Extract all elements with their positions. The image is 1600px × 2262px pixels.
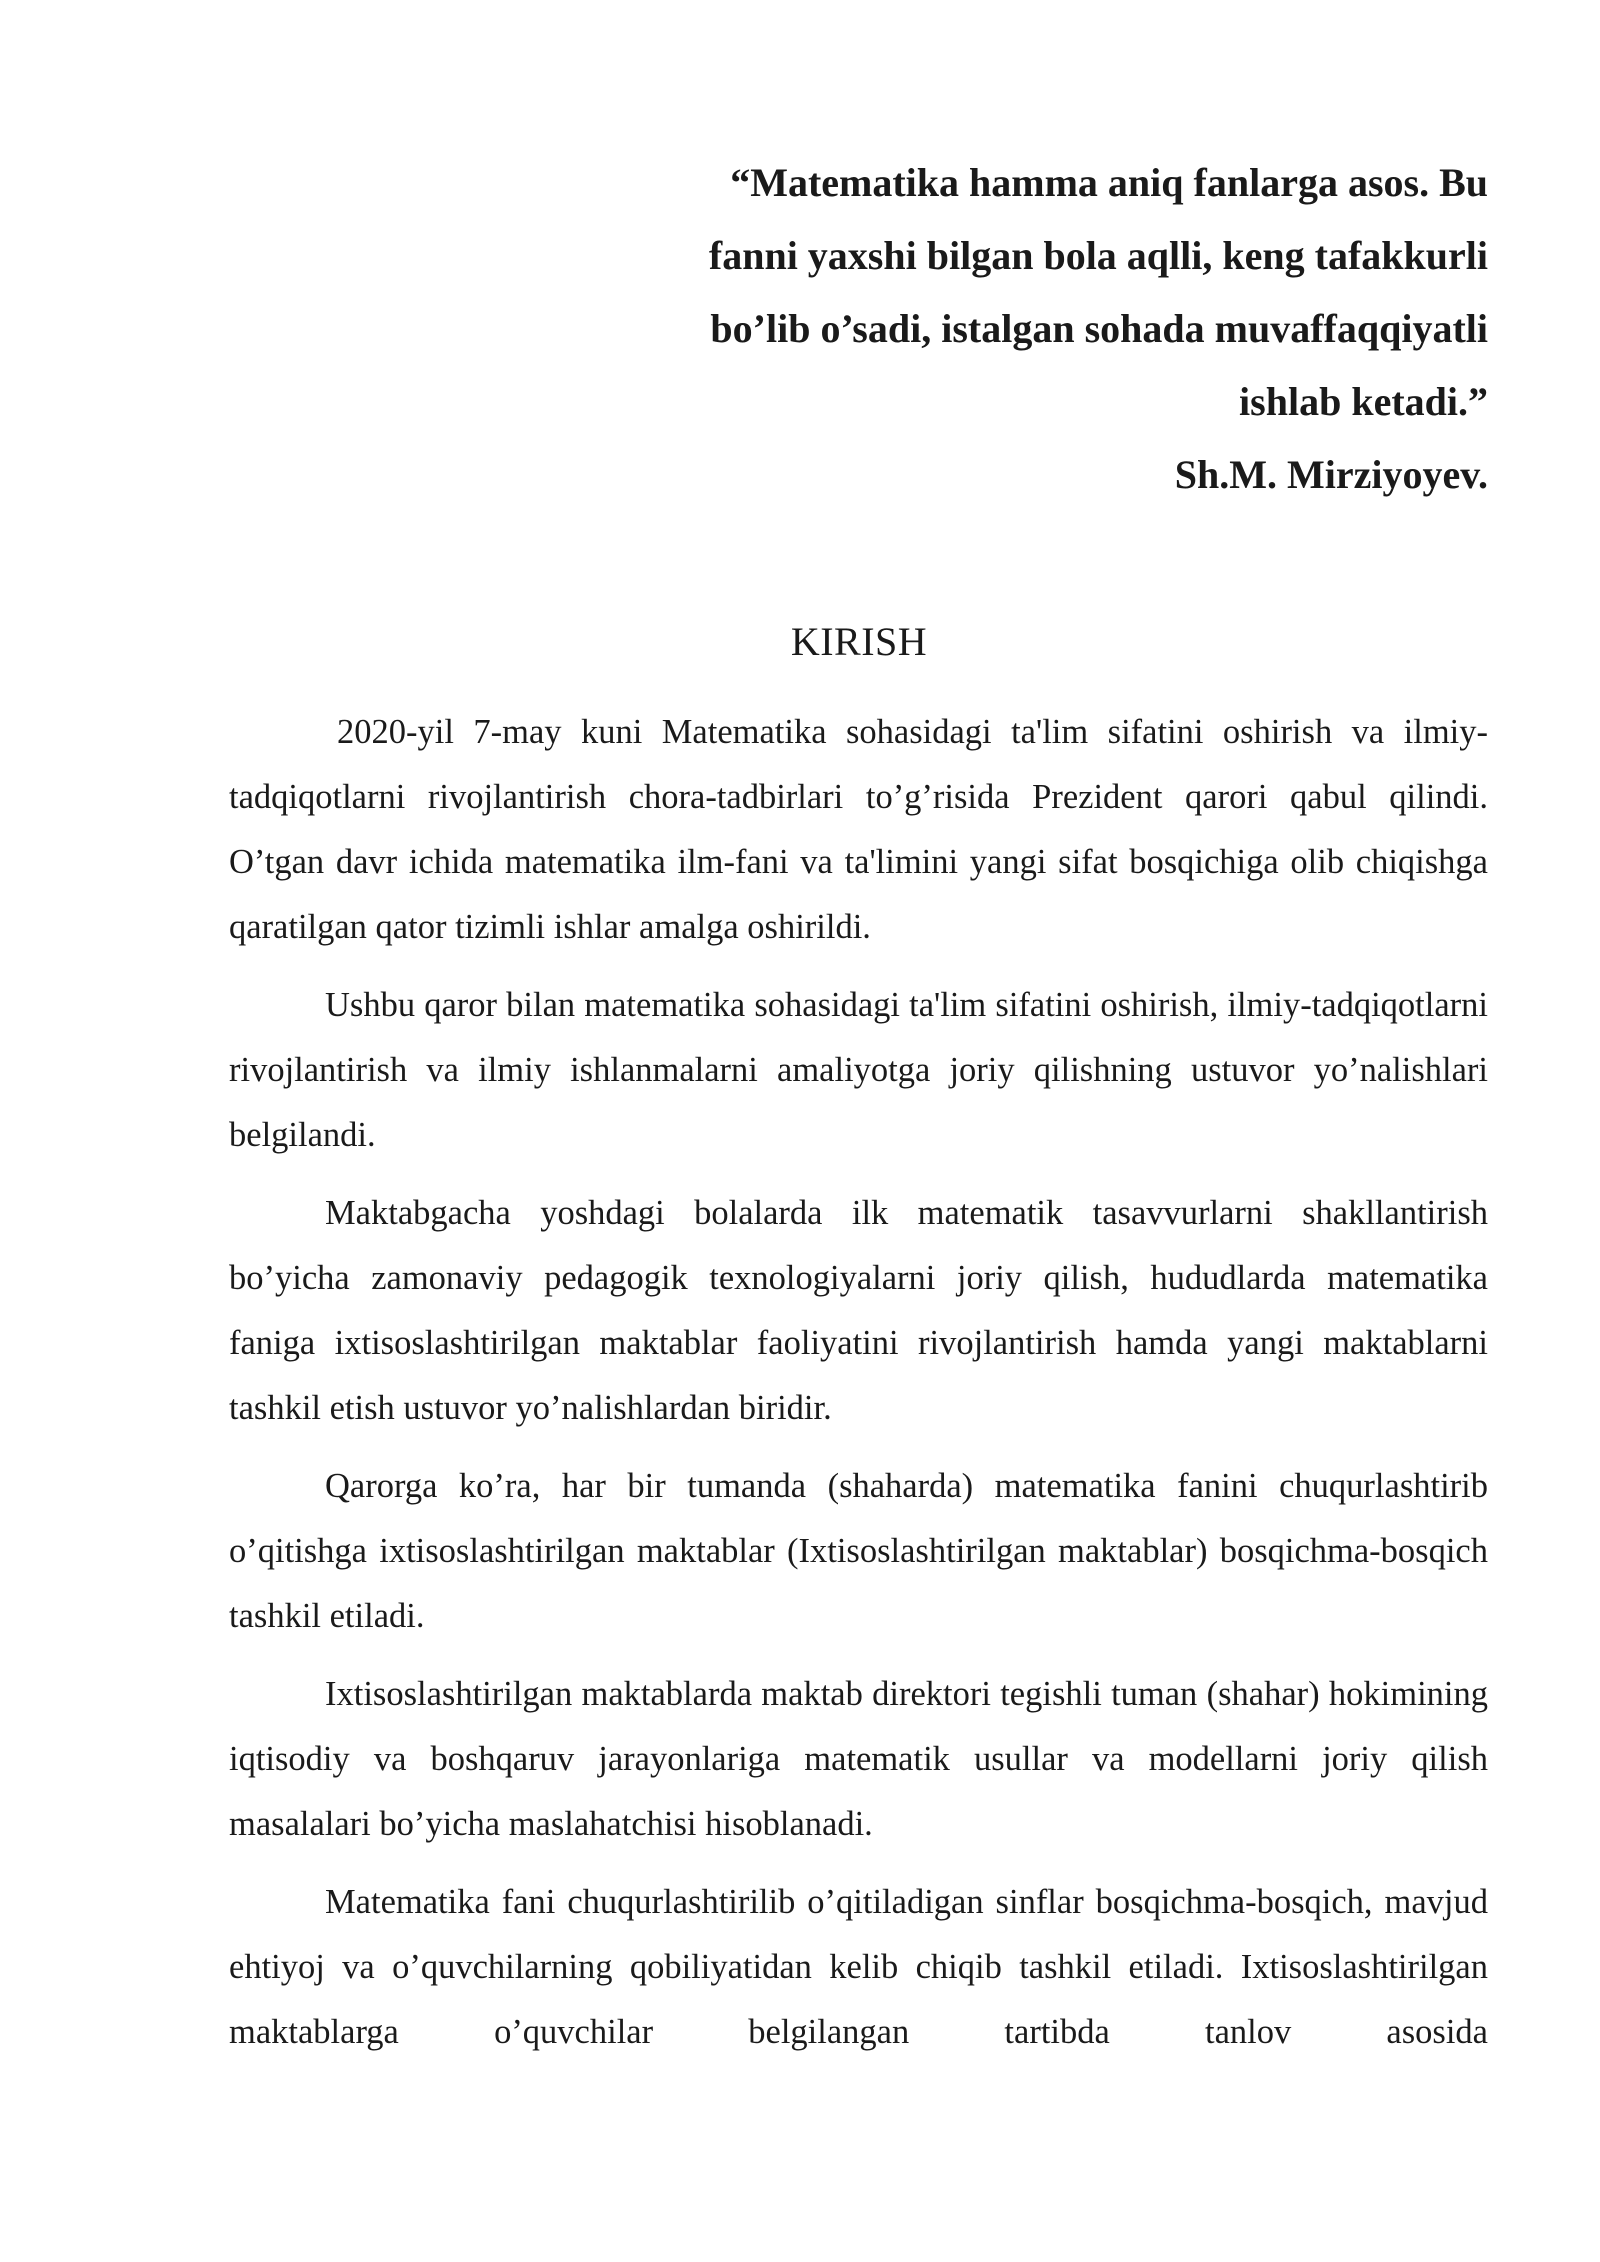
epigraph-line: fanni yaxshi bilgan bola aqlli, keng tafakkurli [708, 233, 1488, 278]
paragraph: Ushbu qaror bilan matematika sohasidagi ta'lim sifatini oshirish, ilmiy-tadqiqotlarni rivojlantirish va ilmiy ishlanmalarni amaliyotga joriy qilishning ustuvor yo’nalishlari belgilandi. [229, 986, 1488, 1154]
epigraph-line: “Matematika hamma aniq fanlarga asos. Bu [730, 160, 1488, 205]
epigraph-line: ishlab ketadi.” [1239, 379, 1488, 424]
paragraph: Qarorga ko’ra, har bir tumanda (shaharda) matematika fanini chuqurlashtirib o’qitishga ixtisoslashtirilgan maktablar (Ixtisoslashtirilgan maktablar) bosqichma-bosqich tashkil etiladi. [229, 1467, 1488, 1635]
paragraph: Ixtisoslashtirilgan maktablarda maktab direktori tegishli tuman (shahar) hokimining iqtisodiy va boshqaruv jarayonlariga matematik usullar va modellarni joriy qilish masalalari bo’yicha maslahatchisi hisoblanadi. [229, 1675, 1488, 1843]
paragraph: Matematika fani chuqurlashtirilib o’qitiladigan sinflar bosqichma-bosqich, mavjud ehtiyoj va o’quvchilarning qobiliyatidan kelib chiqib tashkil etiladi. Ixtisoslashtirilgan maktablarga o’quvchilar belgilangan tartibda tanlov asosida [229, 1883, 1488, 2051]
epigraph-quote [560, 146, 1488, 511]
paragraph: 2020-yil 7-may kuni Matematika sohasidagi ta'lim sifatini oshirish va ilmiy-tadqiqotlarni rivojlantirish chora-tadbirlari to’g’risida Prezident qarori qabul qilindi. O’tgan davr ichida matematika ilm-fani va ta'limini yangi sifat bosqichiga olib chiqishga qaratilgan qator tizimli ishlar amalga oshirildi. [229, 713, 1488, 946]
epigraph-author: Sh.M. Mirziyoyev. [1174, 452, 1488, 497]
body-text [229, 700, 1488, 2078]
section-heading: KIRISH [790, 619, 928, 664]
paragraph: Maktabgacha yoshdagi bolalarda ilk matematik tasavvurlarni shakllantirish bo’yicha zamonaviy pedagogik texnologiyalarni joriy qilish, hududlarda matematika faniga ixtisoslashtirilgan maktablar faoliyatini rivojlantirish hamda yangi maktablarni tashkil etish ustuvor yo’nalishlardan biridir. [229, 1194, 1488, 1427]
epigraph-line: bo’lib o’sadi, istalgan sohada muvaffaqqiyatli [710, 306, 1488, 351]
